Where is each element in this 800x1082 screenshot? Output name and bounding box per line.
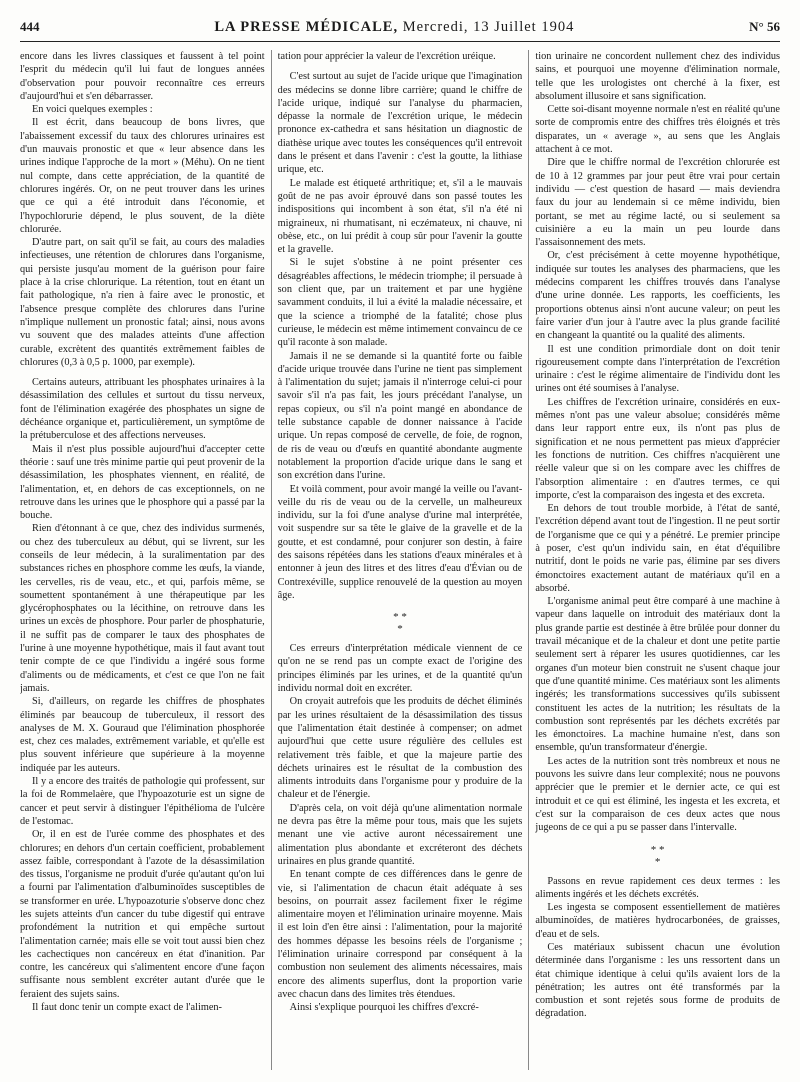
journal-title: LA PRESSE MÉDICALE, bbox=[214, 18, 399, 35]
article-body bbox=[20, 50, 780, 1070]
paragraph: Ces matériaux subissent chacun une évolution déterminée dans l'organisme : les uns ressortent dans un état chimique identique à celui qu'ils avaient lors de la pénétration; les autres ont été transformés par la combustion et sont rejetés sous forme de produits de dégradation. bbox=[535, 942, 781, 1020]
paragraph: Rien d'étonnant à ce que, chez des individus surmenés, ou chez des tuberculeux au début, qui se livrent, sur les conseils de leur médecin, à la suralimentation par des substances riches en phosphore comme les œufs, la viande, les cervelles, ris de veau, etc., et qui, parfois même, se soumettent spontanément à une thérapeutique par les glycérophosphates ou la lécithine, on retrouve dans les urines un excès de phosphore. Pour parler de phosphaturie, il ne suffit pas de comparer le taux des phosphates de l'urine à une moyenne hypothétique, mais il faut avant tout tenir compte de ce que l'individu a ingéré sous forme d'aliments ou de médicaments, et c'est ce que l'on ne fait jamais. bbox=[20, 523, 265, 694]
paragraph: Or, il en est de l'urée comme des phosphates et des chlorures; en dehors d'un certain coefficient, probablement assez faible, correspondant à l'azote de la désassimilation des tissus, l'organisme ne produit d'urée qu'autant qu'on lui a fourni par l'alimentation d'albuminoïdes susceptibles de se transformer en urée. L'hypoazoturie s'observe donc chez les sujets atteints d'un cancer du tube digestif qui entrave profondément la nutrition et qui empêche surtout l'alimentation carnée; mais elle se voit tout aussi bien chez les cachectiques non cancéreux en état d'inanition. Par contre, les cancéreux qui s'alimentent encore d'une façon suffisante nous semblent excréter autant d'urée que le feraient des sujets sains. bbox=[20, 829, 265, 1000]
issue-number: N° 56 bbox=[749, 19, 780, 34]
paragraph: Si, d'ailleurs, on regarde les chiffres de phosphates éliminés par beaucoup de tuberculeux, il ressort des analyses de M. X. Gouraud que l'élimination phosphorée est, chez ces malades, extrêmement variable, et qu'elle est plus souvent inférieure que supérieure à la moyenne indiquée par les auteurs. bbox=[20, 696, 265, 774]
column-rule bbox=[528, 50, 529, 1070]
paragraph: En dehors de tout trouble morbide, à l'état de santé, l'excrétion dépend avant tout de l'ingestion. Il ne peut sortir de l'organisme que ce qui y a pénétré. Le premier principe à poser, c'est qu'un individu sain, en état d'équilibre nutritif, dont le poids ne varie pas, élimine par ses divers émonctoires exactement autant de matériaux qu'il en a absorbé. bbox=[535, 503, 781, 594]
paragraph: Les actes de la nutrition sont très nombreux et nous ne pouvons les suivre dans leur complexité; nous ne pouvons apprécier que le premier et le dernier acte, ce qui est introduit et ce qui est éliminé, les ingesta et les excreta, et c'est sur la comparaison de ces deux actes que nous jugeons de ce qui a pu se passer dans l'intervalle. bbox=[535, 755, 781, 834]
page-number: 444 bbox=[20, 19, 40, 34]
paragraph: Dire que le chiffre normal de l'excrétion chlorurée est de 10 à 12 grammes par jour peut être vrai pour certain individu — c'est question de hasard — mais deviendra faux du jour au lendemain si ce même individu, bien portant, se met au régime lacté, ou si seulement sa cuisinière a eu la main un peu lourde dans l'assaisonnement des mets. bbox=[535, 157, 781, 249]
running-title bbox=[214, 19, 574, 36]
paragraph: Les chiffres de l'excrétion urinaire, considérés en eux-mêmes n'ont pas une valeur absolue; considérés même dans leur rapport entre eux, ils n'ont pas plus de signification et ne nous permettent pas mieux d'apprécier les fonctions de nutrition. Ces chiffres n'acquièrent une réelle valeur que si on les compare avec les chiffres de l'absorption alimentaire : en d'autres termes, ce qui importe, c'est la comparaison des ingesta et des excreta. bbox=[535, 396, 781, 501]
paragraph: Ces erreurs d'interprétation médicale viennent de ce qu'on ne se rend pas un compte exact de l'origine des principes éliminés par les urines, et de la quantité qu'un individu normal doit en excréter. bbox=[277, 643, 523, 695]
paragraph: Les ingesta se composent essentiellement de matières albuminoïdes, de matières hydrocarbonées, de graisses, d'eau et de sels. bbox=[535, 902, 781, 940]
paragraph: On croyait autrefois que les produits de déchet éliminés par les urines résultaient de la désassimilation des tissus que l'alimentation était destinée à compenser; on admet aujourd'hui que cette usure régulière des cellules est relativement très faible, et que la majeure partie des déchets urinaires est le résultat de la combustion des aliments introduits dans l'organisme pour y produire de la chaleur et de l'énergie. bbox=[277, 696, 523, 801]
column-3 bbox=[535, 50, 780, 1070]
paragraph: Il faut donc tenir un compte exact de l'alimen- bbox=[32, 1002, 222, 1014]
paragraph: C'est surtout au sujet de l'acide urique que l'imagination des médecins se donne libre carrière; quand le chiffre de l'acide urique, indiqué sur l'analyse du pharmacien, dépasse la normale de l'excrétion urique, le médecin prononce ex-cathedra et sans hésitation un diagnostic de diathèse urique avec toutes les conséquences qu'il entrevoit dans le présent et dans l'avenir : c'est la goutte, la lithiase urique, etc. bbox=[277, 71, 523, 176]
section-ornament: * * * bbox=[650, 843, 665, 868]
paragraph: Il est une condition primordiale dont on doit tenir rigoureusement compte dans l'interprétation de l'excrétion urinaire : c'est le régime alimentaire de l'individu dont les urines ont été soumises à l'analyse. bbox=[535, 343, 781, 395]
paragraph: Le malade est étiqueté arthritique; et, s'il a le mauvais goût de ne pas avoir éprouvé dans son passé toutes les indispositions qui incombent à son état, s'il n'a été ni migraineux, ni rhumatisant, ni eczémateux, ni chauve, ni obèse, etc., on lui prédit à coup sûr pour l'avenir la goutte et la gravelle. bbox=[277, 177, 523, 256]
page-header bbox=[20, 14, 780, 40]
issue-date: Mercredi, 13 Juillet 1904 bbox=[402, 18, 575, 35]
paragraph: Si le sujet s'obstine à ne point présenter ces désagréables affections, le médecin triomphe; il persuade à son client que, par un traitement et par une hygiène savamment conduits, il lui a évité la maladie nécessaire, et que la science a triomphé de la fatalité; chose plus curieuse, le médecin est même intimement convaincu de ce qu'il raconte à son malade. bbox=[277, 257, 523, 349]
column-1 bbox=[20, 50, 265, 1070]
section-ornament: * * * bbox=[393, 611, 407, 636]
paragraph: Ainsi s'explique pourquoi les chiffres d'excré- bbox=[289, 1002, 479, 1014]
paragraph: D'autre part, on sait qu'il se fait, au cours des maladies infectieuses, une rétention de chlorures dans l'organisme, qui persiste jusqu'au moment de la guérison pour faire place à la crise chlorurique. La rétention, tout en étant un fait pathologique, n'a rien à faire avec le pronostic, et l'absence presque complète des chlorures dans l'urine n'implique nullement un pronostic fatal; ainsi, nous avons vu souvent que des malades atteints d'une affection curable, excrètent des quantités extrêmement faibles de chlorures (0,3 à 0,5 p. 1000, par exemple). bbox=[20, 237, 265, 368]
paragraph: Mais il n'est plus possible aujourd'hui d'accepter cette théorie : sauf une très minime partie qui peut provenir de la désassimilation, les phosphates viennent, en réalité, de l'alimentation, et, en dehors de cas exceptionnels, on ne retrouve dans les urines que le phosphore qui a passé par la bouche. bbox=[20, 443, 265, 522]
paragraph: Il y a encore des traités de pathologie qui professent, sur la foi de Rommelaère, que l'hypoazoturie est un signe de cancer et peut servir à distinguer l'épithélioma de l'ulcère de l'estomac. bbox=[20, 776, 265, 827]
paragraph: Et voilà comment, pour avoir mangé la veille ou l'avant-veille du ris de veau ou de la cervelle, un malheureux individu, sur la foi d'une analyse d'urine mal interprétée, voit suspendre sur sa tête le glaive de la gravelle et de la goutte, et est condamné, pour conjurer son destin, à faire des saisons répétées dans les stations d'eaux minérales et à entonner à jeun des litres et des litres d'eau d'Évian ou de Contrexéville, supplice renouvelé de la question au moyen âge. bbox=[277, 483, 523, 601]
paragraph: D'après cela, on voit déjà qu'une alimentation normale ne devra pas être la même pour tous, mais que les sujets menant une vie active auront nécessairement une alimentation plus abondante et excréteront des déchets urinaires en plus grande quantité. bbox=[277, 802, 523, 867]
paragraph: L'organisme animal peut être comparé à une machine à vapeur dans laquelle on introduit des matériaux dont la plus grande partie est destinée à être brûlée pour donner du travail mécanique et de la chaleur et dont une petite partie seulement sert à réparer les usures quotidiennes, car les organes d'un moteur bien construit ne s'usent chaque jour que d'une quantité minime. Ces matériaux sont les aliments ingérés; les transformations successives qu'ils subissent constituent les actes de la nutrition; les résultats de la combustion sont représentés par les déchets excrétés par les émonctoires. La machine humaine n'est, dans son ensemble, qu'un transformateur d'énergie. bbox=[535, 596, 781, 754]
paragraph: Or, c'est précisément à cette moyenne hypothétique, indiquée sur toutes les analyses des pharmaciens, que les médecins comparent les chiffres trouvés dans l'analyse d'une urine donnée. Les rapports, les coefficients, les proportions obtenus ainsi n'ont aucune valeur; on peut les faire varier d'un jour à l'autre avec la plus grande facilité en changeant la quantité ou la qualité des aliments. bbox=[535, 250, 781, 342]
paragraph: Cette soi-disant moyenne normale n'est en réalité qu'une sorte de compromis entre des chiffres très éloignés et très disparates, un « average », au sens que les Anglais attachent à ce mot. bbox=[535, 104, 781, 156]
paragraph: En voici quelques exemples : bbox=[32, 104, 153, 116]
paragraph: tion urinaire ne concordent nullement chez des individus sains, et pourquoi une moyenne d'élimination normale, telle que les urologistes ont cherché à la fixer, est absolument illusoire et sans signification. bbox=[535, 51, 781, 102]
paragraph: Il est écrit, dans beaucoup de bons livres, que l'abaissement excessif du taux des chlorures urinaires est d'un mauvais pronostic et que « leur absence dans les urines indique l'approche de la mort » (Méhu). On ne tient nul compte, dans cette appréciation, de la quantité de chlorures ingérés. Or, on ne peut trouver dans les urines que ce qui a été introduit dans l'économie, et l'hypochlorurie dépend, le plus souvent, de la diète chlorurée. bbox=[20, 117, 265, 235]
paragraph: En tenant compte de ces différences dans le genre de vie, si l'alimentation de chacun était adéquate à ses besoins, on pourrait assez facilement fixer le régime alimentaire moyen et l'élimination urinaire moyenne. Mais il est loin d'en être ainsi : l'alimentation, pour la majorité des hommes dépasse les besoins réels de l'organisme ; l'élimination urinaire correspond par conséquent à la combustion non seulement des aliments nécessaires, mais encore des aliments superflus, dont la proportion varie avec chacun dans des limites très étendues. bbox=[277, 869, 523, 1000]
column-rule bbox=[271, 50, 272, 1070]
paragraph: tation pour apprécier la valeur de l'excrétion uréique. bbox=[277, 51, 496, 62]
header-rule bbox=[20, 41, 780, 42]
paragraph: Certains auteurs, attribuant les phosphates urinaires à la désassimilation des cellules et surtout du tissu nerveux, font de l'élimination exagérée des phosphates un signe de déchéance organique et, particulièrement, un symptôme de la prétuberculose et des affections nerveuses. bbox=[20, 377, 265, 442]
paragraph: encore dans les livres classiques et faussent à tel point l'esprit du médecin qu'il lui faut de longues années d'observation pour pouvoir reconnaître ces erreurs d'aujourd'hui et s'en débarrasser. bbox=[20, 51, 265, 102]
paragraph: Passons en revue rapidement ces deux termes : les aliments ingérés et les déchets excrétés. bbox=[535, 875, 781, 900]
column-2 bbox=[278, 50, 523, 1070]
paragraph: Jamais il ne se demande si la quantité forte ou faible d'acide urique trouvée dans l'urine ne tient pas simplement à l'alimentation du sujet; jamais il n'interroge celui-ci pour savoir s'il n'a pas fait, les jours précédant l'analyse, un repas copieux, ou s'il n'a point mangé en abondance de telle substance capable de donner naissance à l'acide urique. Un repas composé de cervelle, de foie, de rognon, de ris de veau ou d'œufs en quantité abondante augmente notablement la proportion d'acide urique dans le sang et son excrétion dans l'urine. bbox=[277, 350, 523, 482]
